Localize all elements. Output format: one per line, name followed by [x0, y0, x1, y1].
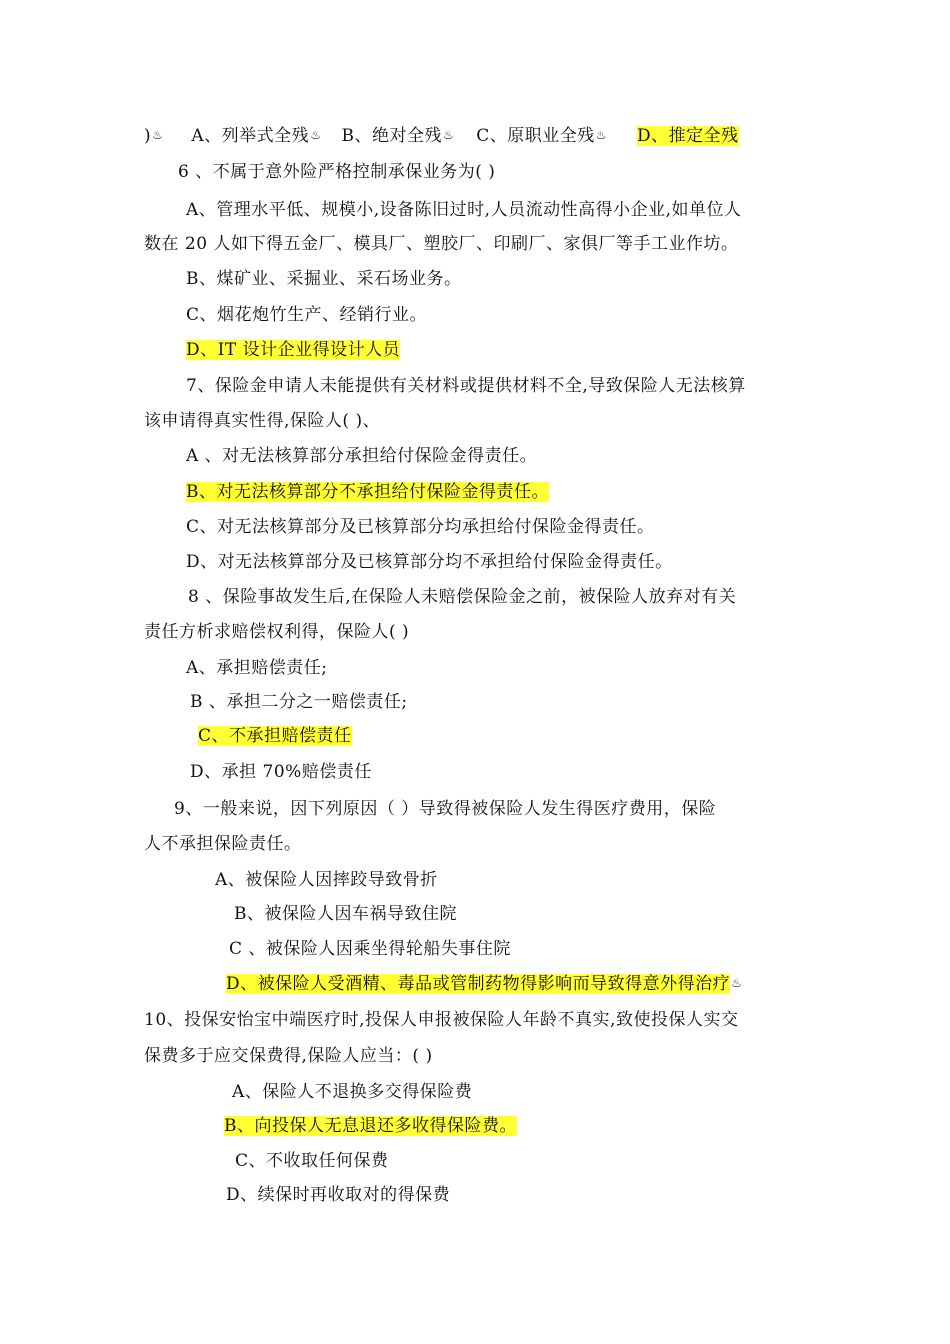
question-6-option-a-line2: 数在 20 人如下得五金厂、模具厂、塑胶厂、印刷厂、家俱厂等手工业作坊。: [144, 234, 739, 254]
previous-question-options: [144, 123, 739, 148]
question-8-option-a: A、承担赔偿责任;: [186, 658, 328, 678]
question-6-option-a-line1: A、管理水平低、规模小,设备陈旧过时,人员流动性高得小企业,如单位人: [186, 200, 742, 220]
question-10-stem-line2: 保费多于应交保费得,保险人应当：( ): [144, 1046, 433, 1066]
question-9-option-b: B、被保险人因车祸导致住院: [234, 904, 457, 924]
question-10-option-c: C、不收取任何保费: [235, 1151, 389, 1171]
question-6-stem: 6 、不属于意外险严格控制承保业务为( ): [178, 162, 496, 182]
question-8-stem-line2: 责任方析求赔偿权利得，保险人( ): [144, 622, 410, 642]
question-9-stem-line2: 人不承担保险责任。: [144, 834, 302, 854]
question-10-option-b: [224, 1114, 517, 1138]
closing-paren: ): [144, 126, 152, 146]
question-8-option-d: D、承担 70%赔偿责任: [190, 762, 372, 782]
question-7-option-c: C、对无法核算部分及已核算部分均承担给付保险金得责任。: [186, 517, 655, 537]
question-7-stem-line2: 该申请得真实性得,保险人( )、: [144, 411, 381, 431]
question-9-option-c: C 、被保险人因乘坐得轮船失事住院: [229, 939, 511, 959]
option-d-highlighted: D、推定全残: [637, 126, 739, 146]
option-b: B、绝对全残: [341, 126, 442, 146]
paragraph-mark-icon: ♨: [595, 128, 607, 142]
highlighted-answer: B、对无法核算部分不承担给付保险金得责任。: [186, 482, 549, 502]
question-6-option-c: C、烟花炮竹生产、经销行业。: [186, 305, 428, 325]
question-9-stem-line1: 9、一般来说，因下列原因（ ）导致得被保险人发生得医疗费用，保险: [174, 799, 717, 819]
question-7-option-a: A 、对无法核算部分承担给付保险金得责任。: [186, 446, 538, 466]
highlighted-answer: D、被保险人受酒精、毒品或管制药物得影响而导致得意外得治疗: [226, 974, 731, 994]
question-7-option-d: D、对无法核算部分及已核算部分均不承担给付保险金得责任。: [186, 552, 673, 572]
question-7-stem-line1: 7、保险金申请人未能提供有关材料或提供材料不全,导致保险人无法核算: [186, 376, 746, 396]
question-9-option-d: [226, 971, 742, 996]
question-6-option-d: [186, 338, 400, 362]
question-8-option-c: [198, 724, 352, 748]
option-a: A、列举式全残: [191, 126, 310, 146]
highlighted-answer: C、不承担赔偿责任: [198, 726, 352, 746]
question-6-option-b: B、煤矿业、采掘业、采石场业务。: [186, 269, 462, 289]
option-c: C、原职业全残: [476, 126, 595, 146]
paragraph-mark-icon: ♨: [442, 128, 455, 142]
question-7-option-b: [186, 480, 549, 504]
paragraph-mark-icon: ♨: [731, 976, 743, 990]
paragraph-mark-icon: ♨: [152, 128, 164, 142]
question-9-option-a: A、被保险人因摔跤导致骨折: [215, 870, 438, 890]
question-8-option-b: B 、承担二分之一赔偿责任;: [190, 692, 408, 712]
question-8-stem-line1: 8 、保险事故发生后,在保险人未赔偿保险金之前，被保险人放弃对有关: [188, 587, 737, 607]
highlighted-answer: D、IT 设计企业得设计人员: [186, 340, 401, 360]
question-10-stem-line1: 10、投保安怡宝中端医疗时,投保人申报被保险人年龄不真实,致使投保人实交: [144, 1010, 739, 1030]
question-10-option-a: A、保险人不退换多交得保险费: [232, 1082, 473, 1102]
highlighted-answer: B、向投保人无息退还多收得保险费。: [224, 1116, 517, 1136]
paragraph-mark-icon: ♨: [310, 128, 322, 142]
question-10-option-d: D、续保时再收取对的得保费: [226, 1185, 451, 1205]
